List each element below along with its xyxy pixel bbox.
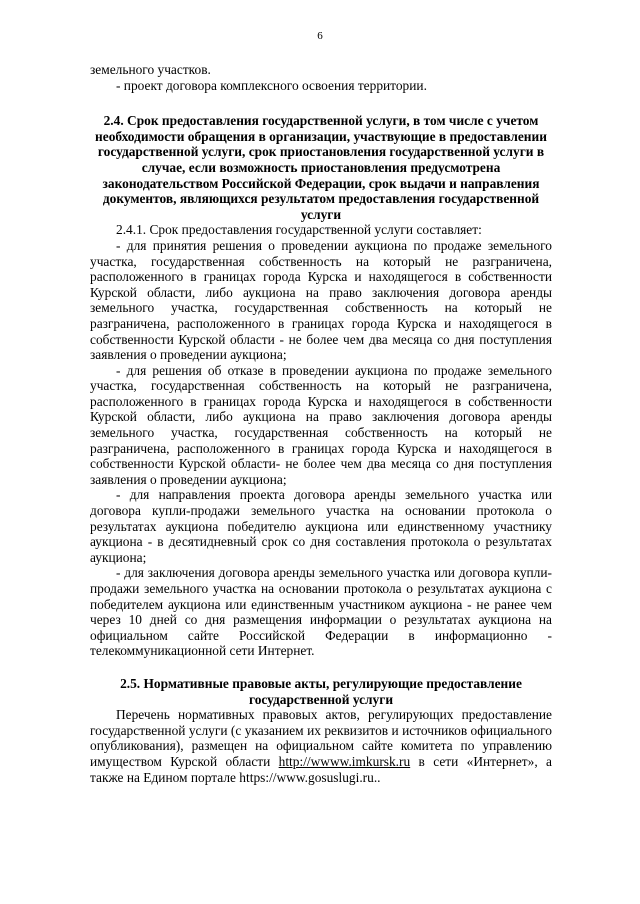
intro-line: земельного участков. [90, 62, 211, 77]
page-number: 6 [317, 30, 323, 42]
section-2-4-list-item: - для заключения договора аренды земельного участка или договора купли-продажи земельного участка на основании протокола о результатах аукциона с победителем аукциона или единственным участником аукциона - не ранее чем через 10 дней со дня размещения информации о результатах аукциона на официальном сайте Российской Федерации в информационно - телекоммуникационной сети Интернет. [90, 565, 552, 659]
section-2-4-list-item: - для принятия решения о проведении аукциона по продаже земельного участка, государственная собственность на который не разграничена, расположенного в границах города Курска и находящегося в собственности Курской области, либо аукциона на право заключения договора аренды земельного участка, государственная собственность на который не разграничена, расположенного в границах города Курска и находящегося в собственности Курской области - не более чем два месяца со дня поступления заявления о проведении аукциона; [90, 237, 552, 363]
section-2-5-text-after-link: в сети «Интернет», а также на Едином портале https://www.gosuslugi.ru.. [90, 753, 552, 785]
document-body [90, 62, 552, 785]
section-2-4-heading: 2.4. Срок предоставления государственной услуги, в том числе с учетом необходимости обращения в организации, участвующие в предоставлении государственной услуги, срок приостановления государственной услуги в случае, если возможность приостановления предусмотрена законодательством Российской Федерации, срок выдачи и направления документов, являющихся результатом предоставления государственной услуги [95, 113, 547, 222]
section-2-4-list-item: - для решения об отказе в проведении аукциона по продаже земельного участка, государственная собственность на который не разграничена, расположенного в границах города Курска и находящегося в собственности Курской области, либо аукциона на право заключения договора аренды земельного участка, государственная собственность на который не разграничена, расположенного в границах города Курска и находящегося в собственности Курской области- не более чем два месяца со дня поступления заявления о проведении аукциона; [90, 362, 552, 487]
imkursk-link[interactable]: http://wwww.imkursk.ru [278, 753, 411, 769]
section-2-4-paragraph: 2.4.1. Срок предоставления государственной услуги составляет: [116, 222, 482, 238]
section-2-5-heading: 2.5. Нормативные правовые акты, регулирующие предоставление государственной услуги [120, 675, 522, 707]
intro-list-item: - проект договора комплексного освоения территории. [116, 77, 427, 93]
section-2-4-list-item: - для направления проекта договора аренды земельного участка или договора купли-продажи земельного участка на основании протокола о результатах аукциона победителю аукциона или единственному участнику аукциона - в десятидневный срок со дня составления протокола о результатах аукциона; [90, 487, 552, 565]
section-2-5-paragraph [90, 707, 552, 785]
section-2-5-text-before-link: Перечень нормативных правовых актов, регулирующих предоставление государственной услуги (с указанием их реквизитов и источников официального опубликования), размещен на официальном сайте комитета по управлению имуществом Курской области [90, 707, 552, 769]
